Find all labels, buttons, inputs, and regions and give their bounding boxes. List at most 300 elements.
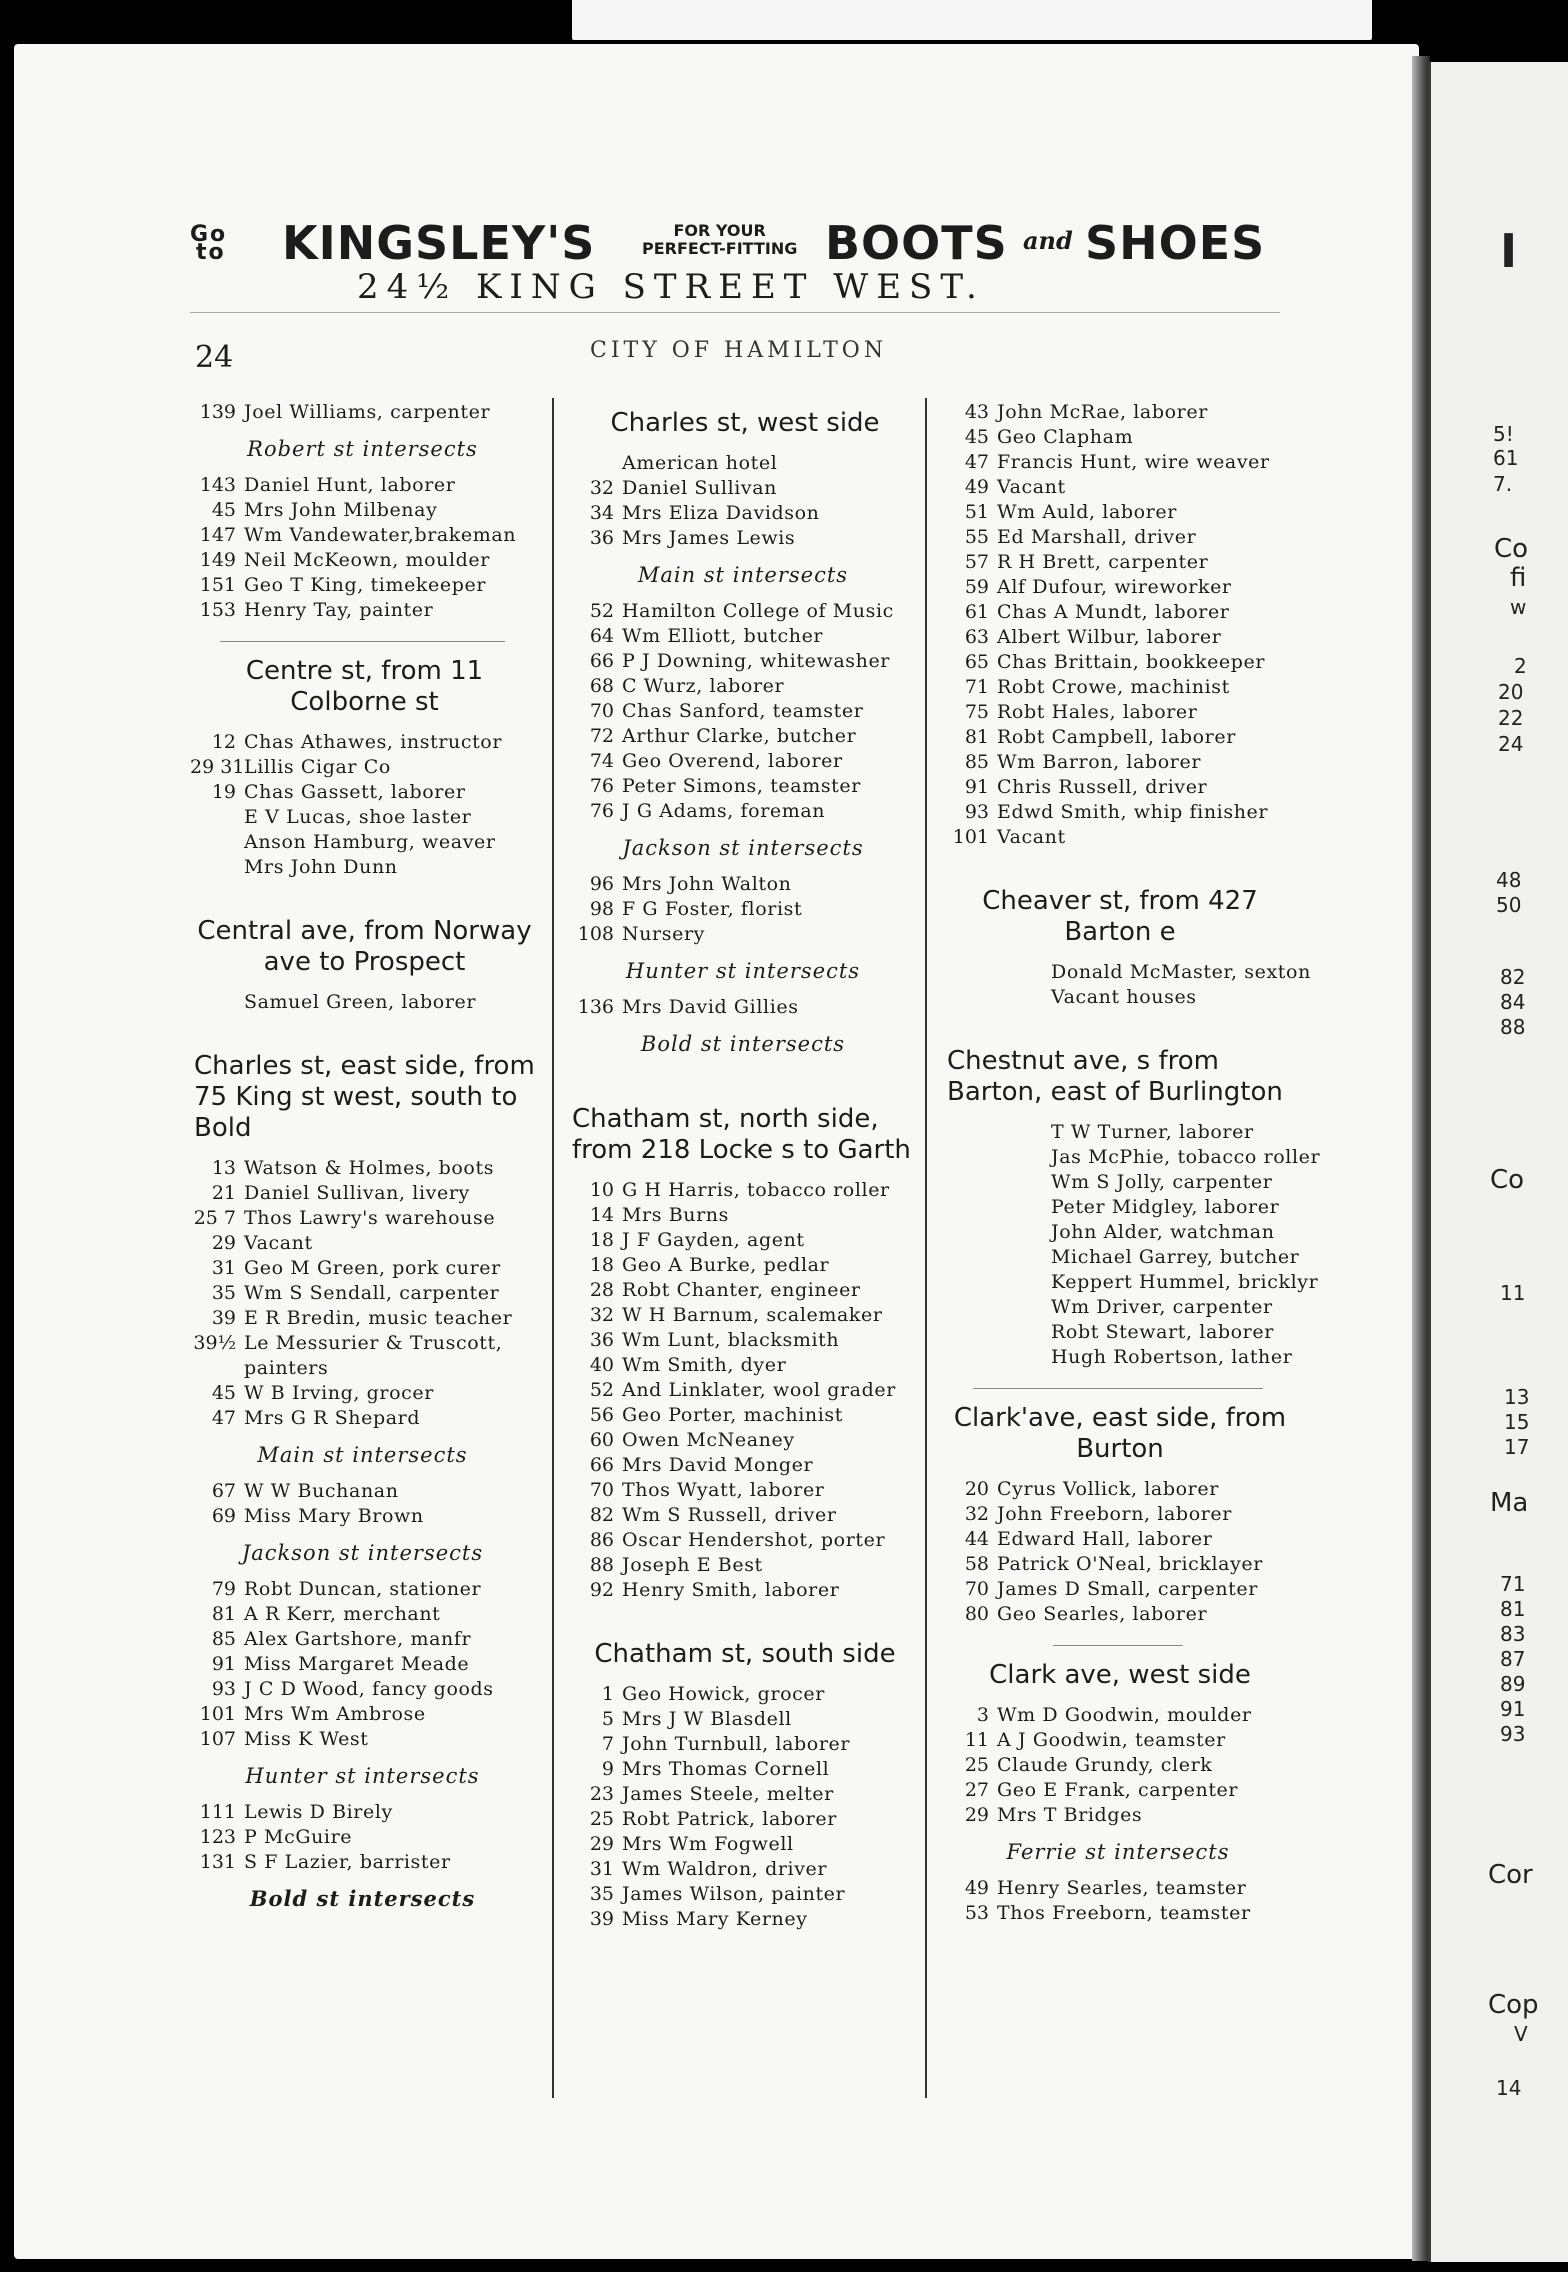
- house-number: 39: [211, 1307, 236, 1329]
- resident-name: Owen McNeaney: [622, 1429, 795, 1451]
- directory-entry: [943, 1295, 1293, 1320]
- house-number: 25: [589, 1808, 614, 1830]
- resident-name: Mrs Wm Fogwell: [622, 1833, 794, 1855]
- house-number: 25: [964, 1754, 989, 1776]
- house-number: 74: [589, 750, 614, 772]
- house-number: 131: [199, 1851, 236, 1873]
- directory-entry: [943, 1120, 1293, 1145]
- directory-entry: [943, 500, 1293, 525]
- resident-name: Joseph E Best: [622, 1554, 763, 1576]
- resident-name: Miss K West: [244, 1728, 369, 1750]
- facing-page-text: Co: [1490, 1165, 1525, 1195]
- resident-name: Chas Sanford, teamster: [622, 700, 864, 722]
- resident-name: Alf Dufour, wireworker: [997, 576, 1232, 598]
- directory-entry: [568, 1682, 918, 1707]
- running-title: CITY OF HAMILTON: [590, 338, 888, 363]
- entry-list: [190, 400, 535, 425]
- header-rule: [190, 312, 1280, 313]
- house-number: [943, 1245, 997, 1270]
- directory-entry: [943, 600, 1293, 625]
- directory-entry: [568, 1732, 918, 1757]
- facing-page-text: 14: [1496, 2076, 1522, 2100]
- resident-name: Mrs Wm Ambrose: [244, 1703, 426, 1725]
- resident-name: Geo E Frank, carpenter: [997, 1779, 1239, 1801]
- street-heading: Clark'ave, east side, from Burton: [953, 1403, 1287, 1464]
- house-number: 88: [589, 1554, 614, 1576]
- resident-name: Peter Midgley, laborer: [1051, 1196, 1280, 1218]
- entry-list: [568, 995, 918, 1020]
- facing-page-text: Cor: [1488, 1860, 1533, 1890]
- house-number: 81: [211, 1603, 236, 1625]
- street-heading: Charles st, east side, from 75 King st west, south to Bold: [194, 1051, 535, 1143]
- directory-entry: [568, 1353, 918, 1378]
- resident-name: Mrs David Gillies: [622, 996, 799, 1018]
- directory-entry: [943, 1220, 1293, 1245]
- resident-name: Ed Marshall, driver: [997, 526, 1197, 548]
- entry-list: [190, 473, 535, 623]
- house-number: 58: [964, 1553, 989, 1575]
- directory-entry: [943, 1502, 1293, 1527]
- intersects-note: Hunter st intersects: [625, 959, 861, 983]
- facing-page-text: 93: [1500, 1722, 1526, 1746]
- resident-name: Vacant: [244, 1232, 313, 1254]
- resident-name: Neil McKeown, moulder: [244, 549, 490, 571]
- directory-entry: [943, 475, 1293, 500]
- directory-entry: [568, 1428, 918, 1453]
- directory-entry: [568, 476, 918, 501]
- directory-entry: [568, 501, 918, 526]
- directory-entry: [943, 1602, 1293, 1627]
- facing-page-text: 15: [1504, 1410, 1530, 1434]
- house-number: 101: [952, 826, 989, 848]
- entry-list: [190, 1577, 535, 1752]
- directory-entry: [190, 1306, 535, 1331]
- intersects-note: Robert st intersects: [247, 437, 478, 461]
- directory-entry: [190, 1156, 535, 1181]
- house-number: 29: [964, 1804, 989, 1826]
- facing-page-text: fi: [1510, 563, 1527, 593]
- advert-banner: [190, 210, 1290, 274]
- house-number: 47: [211, 1407, 236, 1429]
- directory-entry: [568, 451, 918, 476]
- advert-shoes: SHOES: [1085, 216, 1266, 270]
- directory-entry: [943, 625, 1293, 650]
- resident-name: Edward Hall, laborer: [997, 1528, 1213, 1550]
- resident-name: Peter Simons, teamster: [622, 775, 861, 797]
- facing-page-text: 50: [1496, 893, 1522, 917]
- house-number: [190, 990, 244, 1015]
- directory-entry: [190, 1381, 535, 1406]
- directory-entry: [568, 1757, 918, 1782]
- resident-name: Miss Mary Brown: [244, 1505, 424, 1527]
- house-number: 65: [964, 651, 989, 673]
- resident-name: A J Goodwin, teamster: [997, 1729, 1226, 1751]
- entry-list: [568, 599, 918, 824]
- directory-entry: [190, 990, 535, 1015]
- directory-entry: [190, 855, 535, 880]
- intersects-note: Main st intersects: [257, 1443, 468, 1467]
- resident-name: Henry Tay, painter: [244, 599, 434, 621]
- resident-name: James Steele, melter: [622, 1783, 834, 1805]
- directory-column-3: [943, 400, 1321, 1926]
- house-number: 108: [577, 923, 614, 945]
- entry-list: [190, 1800, 535, 1875]
- resident-name: R H Brett, carpenter: [997, 551, 1209, 573]
- resident-name: E R Bredin, music teacher: [244, 1307, 513, 1329]
- house-number: 70: [589, 700, 614, 722]
- directory-entry: [568, 1403, 918, 1428]
- entry-list: [943, 1703, 1293, 1828]
- directory-entry: [568, 1328, 918, 1353]
- directory-entry: [568, 674, 918, 699]
- advert-boots: BOOTS: [825, 216, 1008, 270]
- house-number: 21: [211, 1182, 236, 1204]
- resident-name: Vacant: [997, 476, 1066, 498]
- directory-entry: [190, 1825, 535, 1850]
- resident-name: Miss Mary Kerney: [622, 1908, 808, 1930]
- section-gap: [943, 850, 1293, 878]
- facing-page-text: Cop: [1488, 1990, 1539, 2020]
- resident-name: A R Kerr, merchant: [244, 1603, 441, 1625]
- section-separator: [973, 1388, 1263, 1389]
- resident-name: Hamilton College of Music: [622, 600, 894, 622]
- advert-for-your: FOR YOUR PERFECT-FITTING: [642, 221, 798, 258]
- facing-page-text: 22: [1498, 706, 1524, 730]
- directory-entry: [568, 774, 918, 799]
- directory-entry: [568, 724, 918, 749]
- house-number: 56: [589, 1404, 614, 1426]
- directory-entry: [568, 1453, 918, 1478]
- house-number: [943, 1345, 997, 1370]
- directory-entry: [190, 1231, 535, 1256]
- directory-entry: [943, 1320, 1293, 1345]
- directory-entry: [568, 599, 918, 624]
- house-number: 47: [964, 451, 989, 473]
- house-number: 80: [964, 1603, 989, 1625]
- facing-page-edge: [1428, 62, 1568, 2262]
- directory-entry: [190, 498, 535, 523]
- facing-page-text: I: [1500, 224, 1518, 278]
- directory-entry: [568, 1553, 918, 1578]
- house-number: 61: [964, 601, 989, 623]
- house-number: [943, 960, 997, 985]
- directory-entry: [943, 1753, 1293, 1778]
- street-heading: Centre st, from 11 Colborne st: [245, 656, 484, 717]
- resident-name: Wm Smith, dyer: [622, 1354, 787, 1376]
- resident-name: Geo Howick, grocer: [622, 1683, 825, 1705]
- resident-name: Donald McMaster, sexton: [1051, 961, 1311, 983]
- intersects-note: Jackson st intersects: [622, 836, 864, 860]
- resident-name: Anson Hamburg, weaver: [244, 831, 496, 853]
- directory-entry: [943, 725, 1293, 750]
- resident-name: C Wurz, laborer: [622, 675, 785, 697]
- directory-entry: [190, 805, 535, 830]
- house-number: 18: [589, 1254, 614, 1276]
- house-number: 111: [199, 1801, 236, 1823]
- house-number: 20: [964, 1478, 989, 1500]
- directory-entry: [568, 1203, 918, 1228]
- directory-entry: [190, 1206, 535, 1231]
- resident-name: Miss Margaret Meade: [244, 1653, 470, 1675]
- resident-name: Chris Russell, driver: [997, 776, 1208, 798]
- section-separator: [1053, 1645, 1183, 1646]
- house-number: 7: [601, 1733, 614, 1755]
- directory-entry: [943, 1876, 1293, 1901]
- house-number: 107: [199, 1728, 236, 1750]
- house-number: 9: [601, 1758, 614, 1780]
- directory-entry: [943, 1145, 1321, 1170]
- house-number: 91: [211, 1653, 236, 1675]
- house-number: [943, 1320, 997, 1345]
- resident-name: Chas Athawes, instructor: [244, 731, 503, 753]
- directory-entry: [943, 800, 1293, 825]
- resident-name: Robt Duncan, stationer: [244, 1578, 482, 1600]
- resident-name: Patrick O'Neal, bricklayer: [997, 1553, 1263, 1575]
- resident-name: Mrs Thomas Cornell: [622, 1758, 830, 1780]
- resident-name: John Freeborn, laborer: [997, 1503, 1232, 1525]
- resident-name: Chas Brittain, bookkeeper: [997, 651, 1266, 673]
- intersects-note: Bold st intersects: [640, 1032, 846, 1056]
- directory-entry: [190, 1652, 535, 1677]
- directory-entry: [190, 473, 535, 498]
- resident-name: Mrs Eliza Davidson: [622, 502, 820, 524]
- resident-name: W H Barnum, scalemaker: [622, 1304, 883, 1326]
- resident-name: Edwd Smith, whip finisher: [997, 801, 1269, 823]
- directory-entry: [190, 1602, 535, 1627]
- house-number: 76: [589, 775, 614, 797]
- resident-name: John Alder, watchman: [1051, 1221, 1275, 1243]
- directory-entry: [190, 1479, 535, 1504]
- section-gap: [943, 1010, 1293, 1038]
- house-number: 36: [589, 527, 614, 549]
- directory-entry: [190, 1677, 535, 1702]
- resident-name: J C D Wood, fancy goods: [244, 1678, 494, 1700]
- facing-page-text: 11: [1500, 1281, 1526, 1305]
- resident-name: Daniel Sullivan: [622, 477, 778, 499]
- directory-entry: [943, 1901, 1293, 1926]
- directory-entry: [943, 1577, 1293, 1602]
- directory-entry: [190, 1627, 535, 1652]
- house-number: 25 7: [193, 1207, 236, 1229]
- entry-list: [943, 960, 1311, 1010]
- intersects-note: Hunter st intersects: [245, 1764, 480, 1788]
- house-number: 143: [199, 474, 236, 496]
- directory-entry: [568, 922, 918, 947]
- entry-list: [190, 730, 535, 880]
- directory-entry: [190, 548, 535, 573]
- intersects-note: Jackson st intersects: [241, 1541, 484, 1565]
- facing-page-text: 71: [1500, 1572, 1526, 1596]
- entry-list: [943, 1120, 1321, 1370]
- resident-name: Mrs G R Shepard: [244, 1407, 421, 1429]
- house-number: 81: [964, 726, 989, 748]
- directory-entry: [568, 699, 918, 724]
- house-number: [943, 1145, 997, 1170]
- house-number: 139: [199, 401, 236, 423]
- facing-page-text: 13: [1504, 1385, 1530, 1409]
- resident-name: E V Lucas, shoe laster: [244, 806, 472, 828]
- house-number: 51: [964, 501, 989, 523]
- directory-entry: [943, 1552, 1293, 1577]
- house-number: 68: [589, 675, 614, 697]
- directory-column-1: [190, 400, 535, 1923]
- house-number: 71: [964, 676, 989, 698]
- house-number: 67: [211, 1480, 236, 1502]
- house-number: 49: [964, 1877, 989, 1899]
- house-number: 66: [589, 650, 614, 672]
- house-number: 29 31: [190, 756, 245, 778]
- resident-name: Wm Barron, laborer: [997, 751, 1202, 773]
- resident-name: P McGuire: [244, 1826, 353, 1848]
- house-number: 45: [964, 426, 989, 448]
- resident-name: Geo A Burke, pedlar: [622, 1254, 830, 1276]
- house-number: 39½: [193, 1332, 236, 1354]
- resident-name: painters: [244, 1357, 329, 1379]
- directory-entry: [568, 1228, 918, 1253]
- entry-list: [568, 1178, 918, 1603]
- facing-page-text: 24: [1498, 732, 1524, 756]
- directory-entry: [568, 872, 918, 897]
- facing-page-text: 2: [1514, 654, 1527, 678]
- resident-name: T W Turner, laborer: [1051, 1121, 1254, 1143]
- house-number: 23: [589, 1783, 614, 1805]
- directory-entry: [190, 1504, 535, 1529]
- street-heading: Chatham st, south side: [594, 1639, 896, 1669]
- resident-name: Samuel Green, laborer: [244, 991, 477, 1013]
- directory-entry: [943, 1803, 1293, 1828]
- resident-name: Jas McPhie, tobacco roller: [1051, 1146, 1321, 1168]
- resident-name: Keppert Hummel, bricklyr: [1051, 1271, 1319, 1293]
- column-rule-2: [925, 398, 927, 2098]
- house-number: 32: [964, 1503, 989, 1525]
- house-number: 86: [589, 1529, 614, 1551]
- resident-name: Mrs David Monger: [622, 1454, 814, 1476]
- directory-entry: [190, 1702, 535, 1727]
- resident-name: Lewis D Birely: [244, 1801, 393, 1823]
- facing-page-text: 84: [1500, 990, 1526, 1014]
- house-number: 123: [199, 1826, 236, 1848]
- street-heading: Central ave, from Norway ave to Prospect: [197, 916, 532, 977]
- resident-name: Joel Williams, carpenter: [244, 401, 491, 423]
- directory-entry: [943, 775, 1293, 800]
- entry-list: [190, 1479, 535, 1529]
- house-number: 14: [589, 1204, 614, 1226]
- house-number: 1: [601, 1683, 614, 1705]
- resident-name: And Linklater, wool grader: [622, 1379, 896, 1401]
- house-number: [943, 1220, 997, 1245]
- resident-name: Wm S Russell, driver: [622, 1504, 837, 1526]
- house-number: 45: [211, 499, 236, 521]
- house-number: [943, 1195, 997, 1220]
- facing-page-text: 91: [1500, 1697, 1526, 1721]
- directory-entry: [943, 1270, 1319, 1295]
- house-number: [568, 451, 622, 476]
- resident-name: Thos Lawry's warehouse: [244, 1207, 496, 1229]
- directory-entry: [943, 1728, 1293, 1753]
- facing-page-text: 7.: [1493, 472, 1513, 496]
- house-number: [943, 1270, 997, 1295]
- resident-name: Nursery: [622, 923, 705, 945]
- resident-name: Wm S Sendall, carpenter: [244, 1282, 500, 1304]
- house-number: 32: [589, 477, 614, 499]
- house-number: 29: [211, 1232, 236, 1254]
- intersects-note: Main st intersects: [637, 563, 849, 587]
- resident-name: Vacant: [997, 826, 1066, 848]
- house-number: [943, 1170, 997, 1195]
- resident-name: Alex Gartshore, manfr: [244, 1628, 472, 1650]
- facing-page-text: 5!: [1493, 422, 1514, 446]
- house-number: 82: [589, 1504, 614, 1526]
- house-number: 27: [964, 1779, 989, 1801]
- resident-name: Wm Elliott, butcher: [622, 625, 824, 647]
- advert-store-name: KINGSLEY'S: [282, 216, 596, 270]
- house-number: 32: [589, 1304, 614, 1326]
- house-number: 31: [211, 1257, 236, 1279]
- facing-page-text: V: [1514, 2022, 1528, 2046]
- facing-page-text: 20: [1498, 680, 1524, 704]
- house-number: 28: [589, 1279, 614, 1301]
- directory-entry: [943, 650, 1293, 675]
- house-number: 40: [589, 1354, 614, 1376]
- resident-name: Francis Hunt, wire weaver: [997, 451, 1270, 473]
- directory-entry: [190, 523, 535, 548]
- resident-name: Arthur Clarke, butcher: [622, 725, 857, 747]
- column-rule-1: [552, 398, 554, 2098]
- directory-entry: [190, 573, 535, 598]
- entry-list: [943, 1876, 1293, 1926]
- directory-entry: [190, 1577, 535, 1602]
- resident-name: Oscar Hendershot, porter: [622, 1529, 886, 1551]
- facing-page-text: 48: [1496, 868, 1522, 892]
- directory-entry: [568, 624, 918, 649]
- house-number: 57: [964, 551, 989, 573]
- house-number: 19: [211, 781, 236, 803]
- resident-name: Geo Porter, machinist: [622, 1404, 843, 1426]
- entry-list: [568, 451, 918, 551]
- house-number: 59: [964, 576, 989, 598]
- resident-name: S F Lazier, barrister: [244, 1851, 451, 1873]
- directory-entry: [190, 1850, 535, 1875]
- facing-page-text: 17: [1504, 1435, 1530, 1459]
- directory-entry: [190, 830, 535, 855]
- facing-page-text: 81: [1500, 1597, 1526, 1621]
- section-gap: [190, 880, 535, 908]
- house-number: 93: [964, 801, 989, 823]
- facing-page-text: 88: [1500, 1015, 1526, 1039]
- resident-name: Vacant houses: [1051, 986, 1197, 1008]
- directory-entry: [943, 1703, 1293, 1728]
- directory-entry: [568, 1253, 918, 1278]
- directory-entry: [568, 1278, 918, 1303]
- house-number: 35: [589, 1883, 614, 1905]
- house-number: 149: [199, 549, 236, 571]
- house-number: 92: [589, 1579, 614, 1601]
- resident-name: Wm Waldron, driver: [622, 1858, 828, 1880]
- facing-page-text: 61: [1493, 446, 1519, 470]
- resident-name: Robt Crowe, machinist: [997, 676, 1230, 698]
- entry-list: [943, 400, 1293, 850]
- resident-name: Mrs John Dunn: [244, 856, 398, 878]
- resident-name: American hotel: [622, 452, 778, 474]
- resident-name: John McRae, laborer: [997, 401, 1208, 423]
- directory-entry: [568, 1503, 918, 1528]
- resident-name: Wm Driver, carpenter: [1051, 1296, 1273, 1318]
- house-number: 70: [964, 1578, 989, 1600]
- resident-name: James Wilson, painter: [622, 1883, 846, 1905]
- directory-entry: [943, 1527, 1293, 1552]
- resident-name: G H Harris, tobacco roller: [622, 1179, 890, 1201]
- resident-name: W B Irving, grocer: [244, 1382, 434, 1404]
